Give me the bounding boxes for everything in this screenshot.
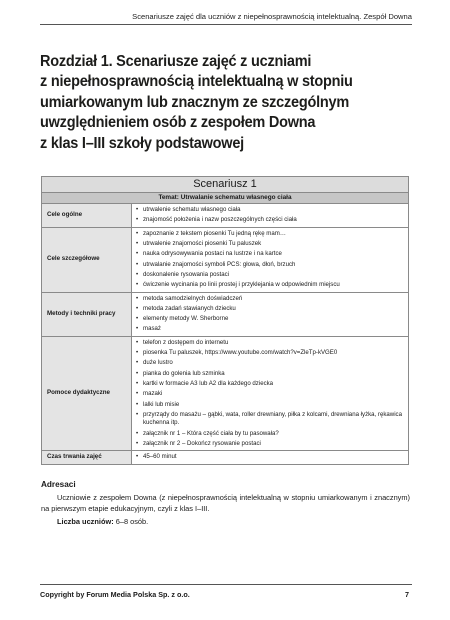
student-count — [57, 517, 148, 526]
list-item: • mazaki — [136, 390, 403, 398]
list-item: • kartki w formacie A3 lub A2 dla każdego dziecka — [136, 380, 403, 388]
list-item: • załącznik nr 2 – Dokończ rysowanie postaci — [136, 440, 403, 448]
scenario-topic: Temat: Utrwalanie schematu własnego ciała — [42, 193, 409, 204]
list-item: • zapoznanie z tekstem piosenki Tu jedną rękę mam… — [136, 230, 403, 238]
list-item: • elementy metody W. Sherborne — [136, 315, 403, 323]
list-item: • utrwalenie schematu własnego ciała — [136, 206, 403, 214]
row-label: Metody i techniki pracy — [42, 292, 132, 336]
chapter-title-line: uwzględnieniem osób z zespołem Downa — [40, 114, 316, 132]
list-item: • masaż — [136, 325, 403, 333]
row-item-list — [136, 453, 403, 461]
list-item: • 45–60 minut — [136, 453, 403, 461]
list-item: • metoda zadań stawianych dziecku — [136, 305, 403, 313]
running-header: Scenariusze zajęć dla uczniów z niepełnosprawnością intelektualną. Zespół Downa — [40, 12, 412, 25]
row-item-list — [136, 295, 403, 334]
list-item: • duże lustro — [136, 359, 403, 367]
chapter-title — [40, 52, 384, 154]
adresaci-heading: Adresaci — [41, 480, 76, 489]
footer-copyright: Copyright by Forum Media Polska Sp. z o.o. — [40, 590, 190, 599]
row-item-list — [136, 206, 403, 225]
list-item: • nauka odrysowywania postaci na lustrze i na kartce — [136, 250, 403, 258]
row-item-list — [136, 339, 403, 448]
scenario-table — [41, 176, 409, 465]
list-item: • metoda samodzielnych doświadczeń — [136, 295, 403, 303]
row-content — [132, 204, 409, 228]
row-item-list — [136, 230, 403, 290]
list-item: • lalki lub misie — [136, 401, 403, 409]
row-label: Cele ogólne — [42, 204, 132, 228]
row-content — [132, 451, 409, 464]
list-item: • utrwalenie znajomości piosenki Tu paluszek — [136, 240, 403, 248]
scenario-row — [42, 227, 409, 292]
chapter-title-line: z niepełnosprawnością intelektualną w stopniu — [40, 73, 353, 91]
list-item: • ćwiczenie wycinania po linii prostej i przyklejania w odpowiednim miejscu — [136, 281, 403, 289]
row-label: Cele szczegółowe — [42, 227, 132, 292]
scenario-title: Scenariusz 1 — [42, 177, 409, 193]
adresaci-text: Uczniowie z zespołem Downa (z niepełnosprawnością intelektualną w stopniu umiarkowanym i znacznym) na pierwszym etapie edukacyjnym, czyli z klas I–III. — [41, 493, 410, 513]
scenario-title-row — [42, 177, 409, 193]
row-content — [132, 336, 409, 450]
scenario-row — [42, 451, 409, 464]
chapter-title-line: umiarkowanym lub znacznym ze szczególnym — [40, 93, 350, 111]
scenario-row — [42, 336, 409, 450]
student-count-label: Liczba uczniów: — [57, 517, 114, 526]
row-content — [132, 227, 409, 292]
scenario-row — [42, 292, 409, 336]
list-item: • piosenka Tu paluszek, https://www.youtube.com/watch?v=ZleTp-kVGE0 — [136, 349, 403, 357]
list-item: • przyrządy do masażu – gąbki, wata, roller drewniany, piłka z kolcami, drewniana łyżka, rękawica kuchenna itp. — [136, 411, 403, 428]
chapter-title-line: Rozdział 1. Scenariusze zajęć z uczniami — [40, 53, 312, 70]
list-item: • telefon z dostępem do internetu — [136, 339, 403, 347]
chapter-title-line: z klas I–III szkoły podstawowej — [40, 134, 244, 152]
student-count-value: 6–8 osób. — [115, 517, 149, 526]
footer-divider — [40, 584, 412, 585]
row-content — [132, 292, 409, 336]
list-item: • pianka do golenia lub szminka — [136, 370, 403, 378]
row-label: Czas trwania zajęć — [42, 451, 132, 464]
scenario-row — [42, 204, 409, 228]
list-item: • doskonalenie rysowania postaci — [136, 271, 403, 279]
list-item: • załącznik nr 1 – Która część ciała by tu pasowała? — [136, 430, 403, 438]
list-item: • znajomość położenia i nazw poszczególnych części ciała — [136, 216, 403, 224]
list-item: • utrwalanie znajomości symboli PCS: głowa, dłoń, brzuch — [136, 261, 403, 269]
scenario-topic-row — [42, 193, 409, 204]
page-number: 7 — [405, 590, 409, 599]
row-label: Pomoce dydaktyczne — [42, 336, 132, 450]
